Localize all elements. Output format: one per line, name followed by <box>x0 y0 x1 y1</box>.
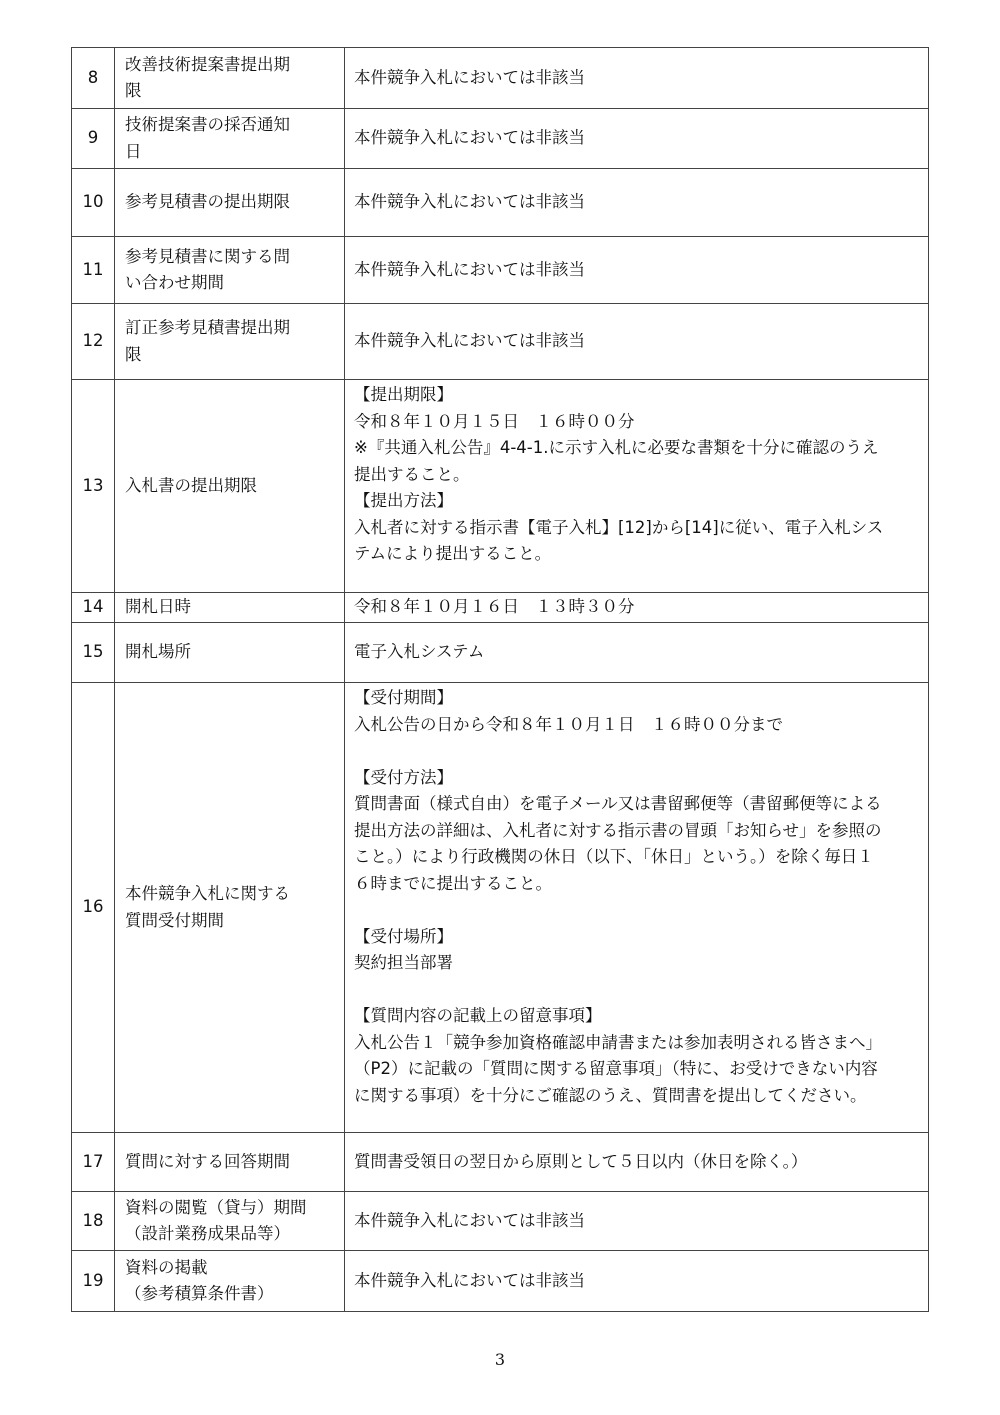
row-number: 15 <box>72 623 115 683</box>
row-number: 17 <box>72 1133 115 1192</box>
row-number: 11 <box>72 237 115 304</box>
item-line: 質問に対する回答期間 <box>125 1151 290 1171</box>
item-label <box>115 623 345 683</box>
row-number: 8 <box>72 48 115 109</box>
item-line: 開札場所 <box>125 642 191 662</box>
content-line: 令和８年１０月１５日 １６時００分 <box>354 411 635 431</box>
item-line: 技術提案書の採否通知 <box>125 115 290 134</box>
row-number: 16 <box>72 683 115 1133</box>
content-line: 本件競争入札においては非該当 <box>354 1270 585 1290</box>
content-line: 【提出方法】 <box>354 491 453 510</box>
content-line: 本件競争入札においては非該当 <box>354 1210 585 1230</box>
item-line: 改善技術提案書提出期 <box>125 54 290 74</box>
table-row <box>72 683 929 1133</box>
content-line: 質問書受領日の翌日から原則として５日以内（休日を除く。） <box>354 1151 808 1171</box>
item-line: （参考積算条件書） <box>125 1284 274 1303</box>
item-label <box>115 380 345 593</box>
table-row <box>72 48 929 109</box>
row-number: 10 <box>72 169 115 237</box>
content-line: 令和８年１０月１６日 １３時３０分 <box>354 597 635 617</box>
item-content <box>345 237 929 304</box>
content-line: 提出すること。 <box>354 464 470 484</box>
content-line: 提出方法の詳細は、入札者に対する指示書の冒頭「お知らせ」を参照の <box>354 820 882 840</box>
row-number: 18 <box>72 1192 115 1251</box>
table-row <box>72 109 929 169</box>
item-line: 資料の掲載 <box>125 1257 208 1277</box>
content-line: ６時までに提出すること。 <box>354 873 552 893</box>
row-number: 19 <box>72 1251 115 1312</box>
item-label <box>115 1192 345 1251</box>
table-row <box>72 1192 929 1251</box>
blank-line <box>354 897 920 924</box>
item-content <box>345 1133 929 1192</box>
table-row <box>72 1251 929 1312</box>
item-line: 訂正参考見積書提出期 <box>125 318 290 337</box>
item-label <box>115 304 345 380</box>
requirements-table <box>71 47 929 1312</box>
content-line: 質問書面（様式自由）を電子メール又は書留郵便等（書留郵便等による <box>354 794 882 813</box>
content-line: こと。）により行政機関の休日（以下、「休日」という。）を除く毎日１ <box>354 847 874 866</box>
item-line: 開札日時 <box>125 597 191 617</box>
content-line: 本件競争入札においては非該当 <box>354 128 585 148</box>
item-label <box>115 1133 345 1192</box>
item-line: 入札書の提出期限 <box>125 475 257 495</box>
item-line: 参考見積書に関する問 <box>125 246 290 266</box>
content-line: 【質問内容の記載上の留意事項】 <box>354 1006 602 1025</box>
item-line: 本件競争入札に関する <box>125 884 290 903</box>
item-label <box>115 109 345 169</box>
content-line: 入札公告１「競争参加資格確認申請書または参加表明される皆さまへ」 <box>354 1032 882 1052</box>
item-content <box>345 1192 929 1251</box>
table-row <box>72 237 929 304</box>
item-line: 日 <box>125 141 142 161</box>
item-line: 質問受付期間 <box>125 910 224 930</box>
row-number: 13 <box>72 380 115 593</box>
item-line: 限 <box>125 344 142 364</box>
content-line: 本件競争入札においては非該当 <box>354 67 585 87</box>
item-line: い合わせ期間 <box>125 273 224 292</box>
content-line: 本件競争入札においては非該当 <box>354 192 585 212</box>
table-body <box>72 48 929 1312</box>
content-line: に関する事項）を十分にご確認のうえ、質問書を提出してください。 <box>354 1085 867 1105</box>
item-label <box>115 48 345 109</box>
content-line: 電子入札システム <box>354 642 485 662</box>
item-label <box>115 1251 345 1312</box>
content-line: 【受付方法】 <box>354 767 453 787</box>
blank-line <box>354 977 920 1004</box>
table-row <box>72 304 929 380</box>
item-content <box>345 683 929 1133</box>
item-line: 参考見積書の提出期限 <box>125 192 290 212</box>
row-number: 14 <box>72 593 115 623</box>
table-row <box>72 380 929 593</box>
content-line: テムにより提出すること。 <box>354 544 552 563</box>
item-label <box>115 683 345 1133</box>
content-line: 【受付場所】 <box>354 926 453 946</box>
table-row <box>72 593 929 623</box>
item-content <box>345 109 929 169</box>
table-row <box>72 623 929 683</box>
content-line: 【提出期限】 <box>354 385 453 404</box>
item-content <box>345 593 929 623</box>
item-line: 限 <box>125 81 142 100</box>
content-line: 契約担当部署 <box>354 953 453 972</box>
item-content <box>345 304 929 380</box>
content-line: 本件競争入札においては非該当 <box>354 259 585 279</box>
item-line: （設計業務成果品等） <box>125 1224 290 1243</box>
item-content <box>345 380 929 593</box>
blank-line <box>354 738 920 765</box>
item-content <box>345 1251 929 1312</box>
row-number: 12 <box>72 304 115 380</box>
item-content <box>345 623 929 683</box>
page-number: 3 <box>494 1350 506 1369</box>
item-content <box>345 169 929 237</box>
item-content <box>345 48 929 109</box>
content-line: （P2）に記載の「質問に関する留意事項」（特に、お受けできない内容 <box>354 1059 878 1078</box>
item-label <box>115 169 345 237</box>
item-label <box>115 237 345 304</box>
content-line: 入札公告の日から令和８年１０月１日 １６時００分まで <box>354 714 783 734</box>
row-number: 9 <box>72 109 115 169</box>
table-row <box>72 1133 929 1192</box>
item-line: 資料の閲覧（貸与）期間 <box>125 1197 307 1217</box>
content-line: 【受付期間】 <box>354 688 453 707</box>
item-label <box>115 593 345 623</box>
content-line: 入札者に対する指示書【電子入札】[12]から[14]に従い、電子入札シス <box>354 517 884 537</box>
content-line: ※『共通入札公告』4-4-1.に示す入札に必要な書類を十分に確認のうえ <box>354 438 879 457</box>
content-line: 本件競争入札においては非該当 <box>354 331 585 351</box>
table-row <box>72 169 929 237</box>
